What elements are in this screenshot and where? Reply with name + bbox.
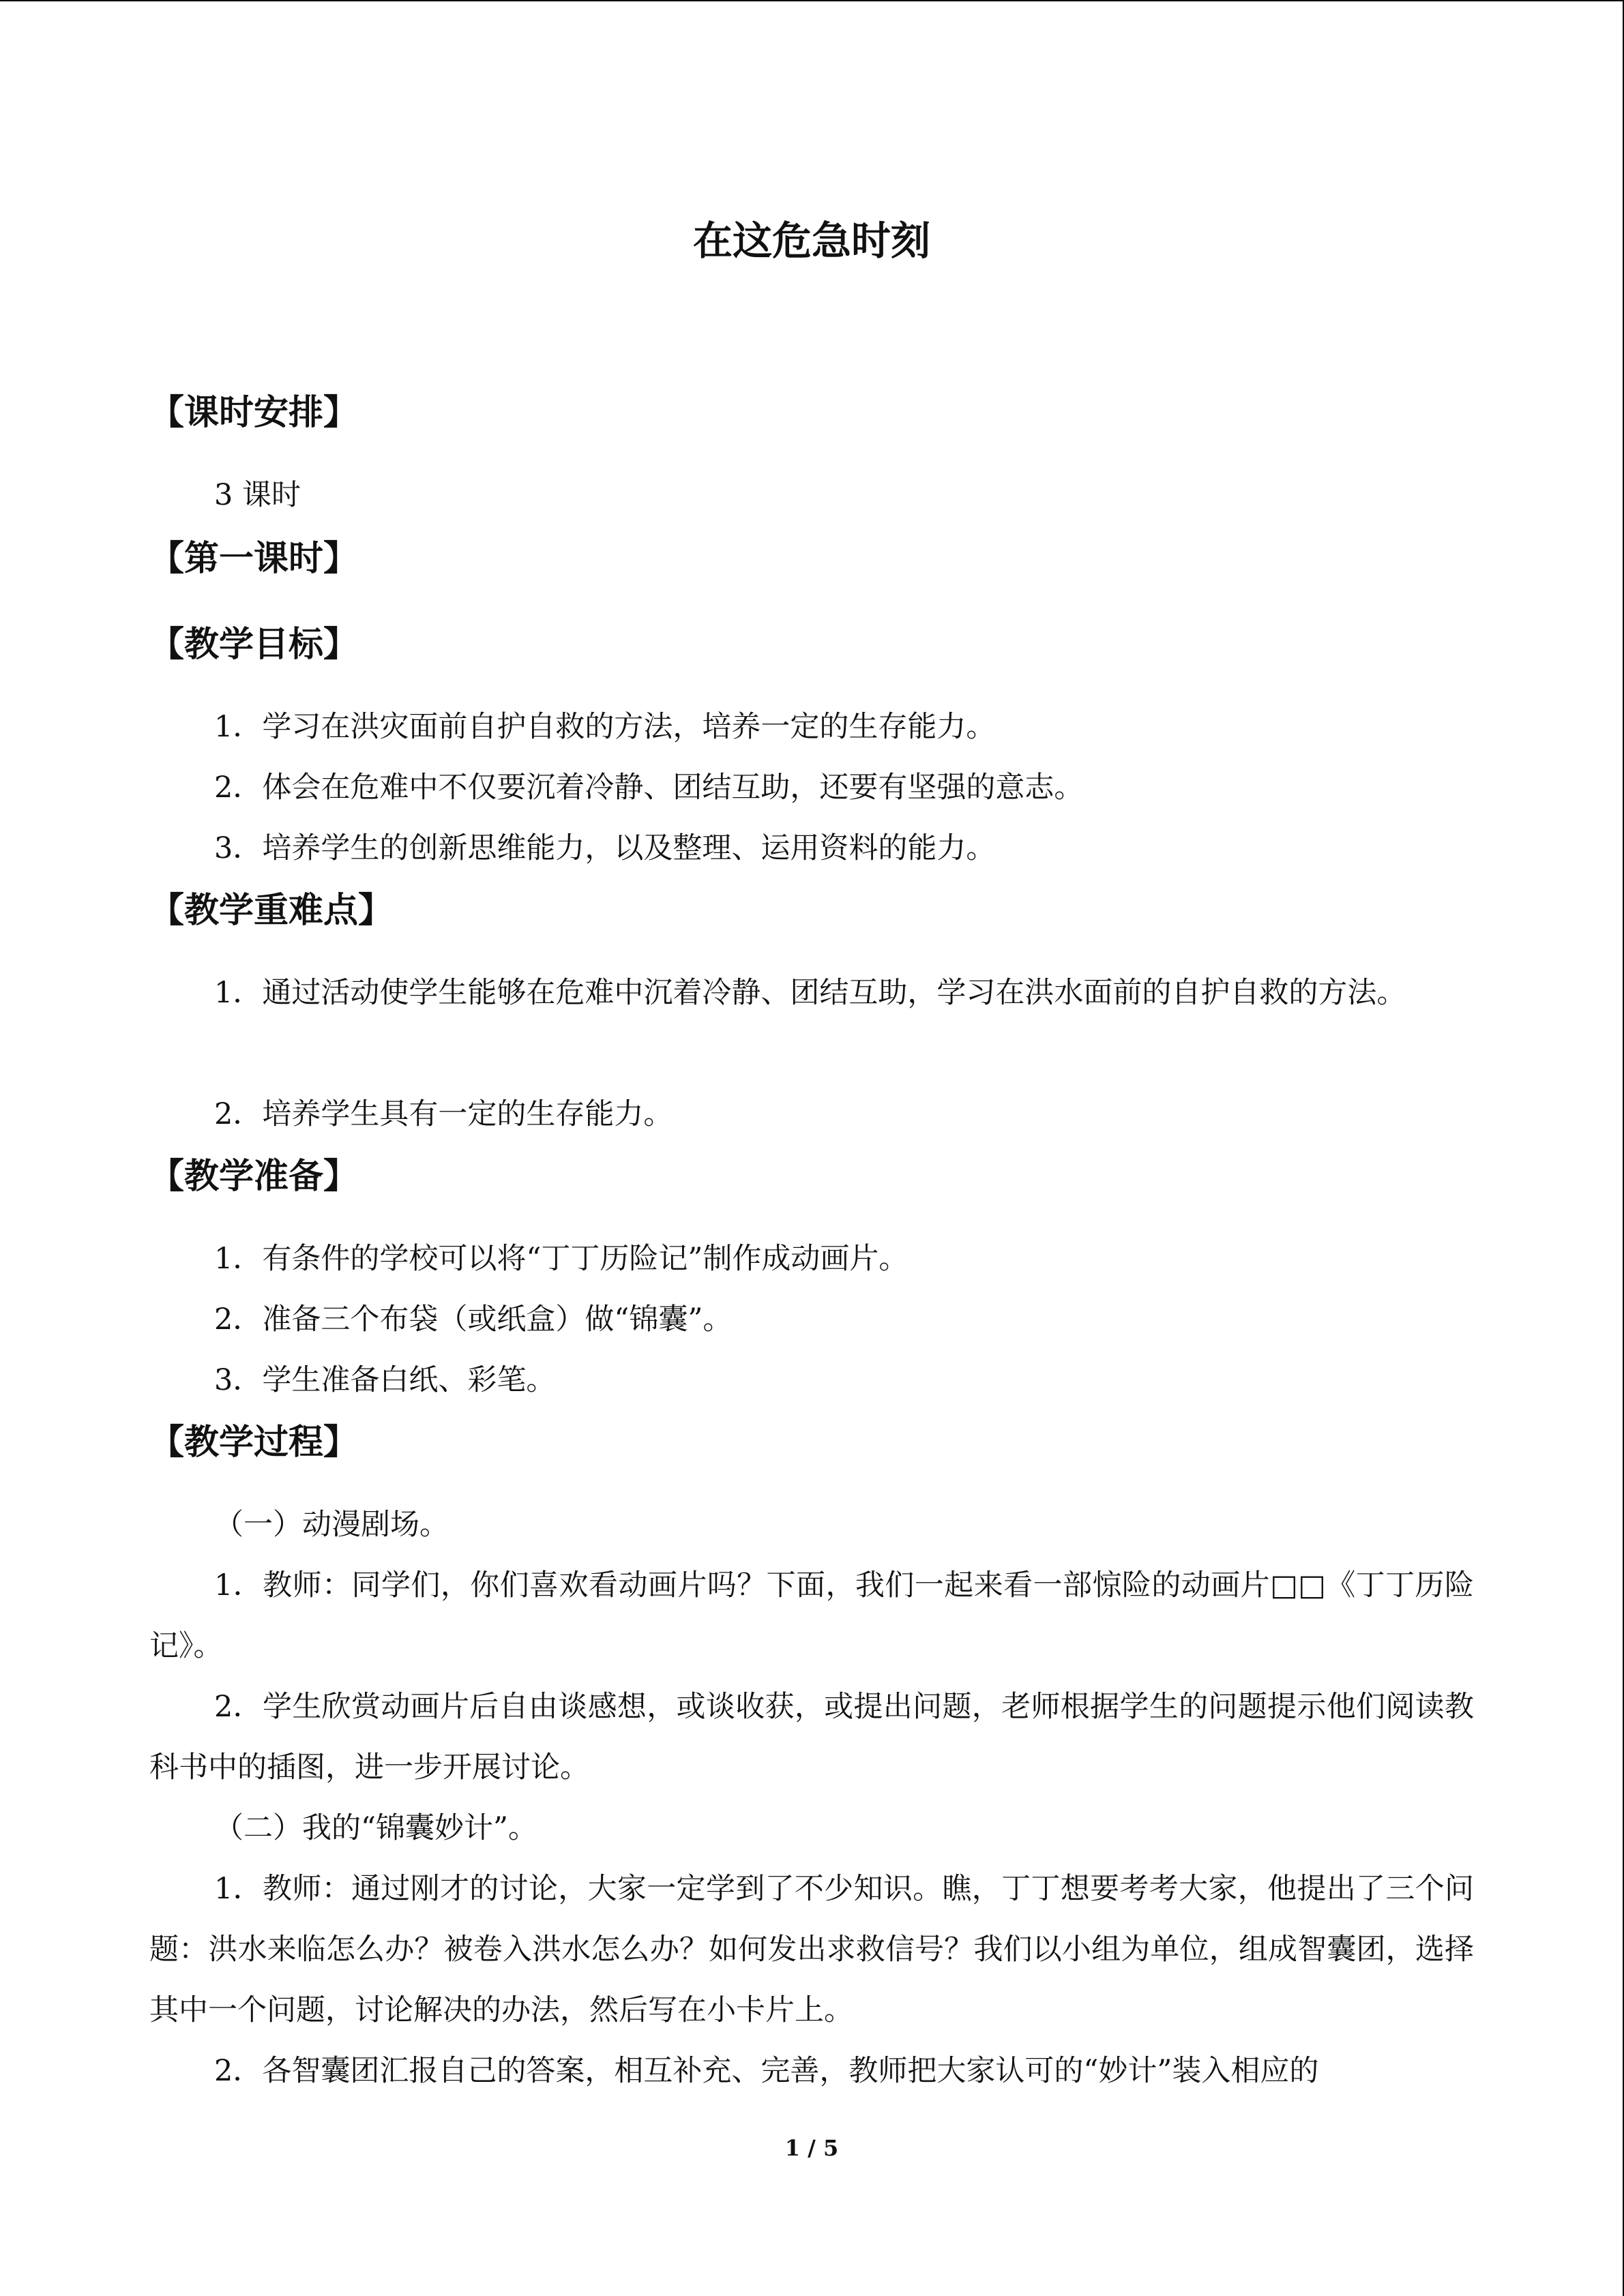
goal-item-1: 1．学习在洪灾面前自护自救的方法，培养一定的生存能力。: [214, 710, 996, 744]
goal-item-3: 3．培养学生的创新思维能力，以及整理、运用资料的能力。: [214, 831, 996, 865]
key-point-item-2: 2．培养学生具有一定的生存能力。: [214, 1097, 673, 1131]
page-top-border: [0, 0, 1624, 1]
process-item-2: 2．学生欣赏动画片后自由谈感想，或谈收获，或提出问题，老师根据学生的问题提示他们阅读教科书中的插图，进一步开展讨论。: [149, 1690, 1474, 1785]
heading-key-points: 【教学重难点】: [149, 891, 394, 931]
document-title: 在这危急时刻: [692, 218, 930, 264]
heading-first-lesson: 【第一课时】: [149, 539, 359, 579]
heading-goals: 【教学目标】: [149, 625, 359, 665]
process-item-3: 1．教师：通过刚才的讨论，大家一定学到了不少知识。瞧，丁丁想要考考大家，他提出了三个问题：洪水来临怎么办？被卷入洪水怎么办？如何发出求救信号？我们以小组为单位，组成智囊团，选择其中一个问题，讨论解决的办法，然后写在小卡片上。: [149, 1872, 1474, 2027]
preparation-item-2: 2．准备三个布袋（或纸盒）做“锦囊”。: [214, 1302, 733, 1337]
preparation-item-3: 3．学生准备白纸、彩笔。: [214, 1363, 556, 1397]
preparation-item-1: 1．有条件的学校可以将“丁丁历险记”制作成动画片。: [214, 1242, 909, 1276]
process-item-1: 1．教师：同学们，你们喜欢看动画片吗？下面，我们一起来看一部惊险的动画片□□《丁丁历险记》。: [149, 1568, 1474, 1663]
page-number: 1 / 5: [784, 2135, 839, 2161]
goal-item-2: 2．体会在危难中不仅要沉着冷静、团结互助，还要有坚强的意志。: [214, 771, 1084, 805]
process-step-animation: （一）动漫剧场。: [214, 1508, 449, 1542]
heading-preparation: 【教学准备】: [149, 1157, 359, 1197]
key-point-item-1: 1．通过活动使学生能够在危难中沉着冷静、团结互助，学习在洪水面前的自护自救的方法。: [214, 976, 1406, 1010]
heading-schedule: 【课时安排】: [149, 393, 359, 433]
heading-process: 【教学过程】: [149, 1422, 359, 1463]
process-item-4: 2．各智囊团汇报自己的答案，相互补充、完善，教师把大家认可的“妙计”装入相应的: [214, 2054, 1319, 2088]
schedule-text: 3 课时: [214, 478, 301, 512]
process-step-tips: （二）我的“锦囊妙计”。: [214, 1811, 537, 1845]
